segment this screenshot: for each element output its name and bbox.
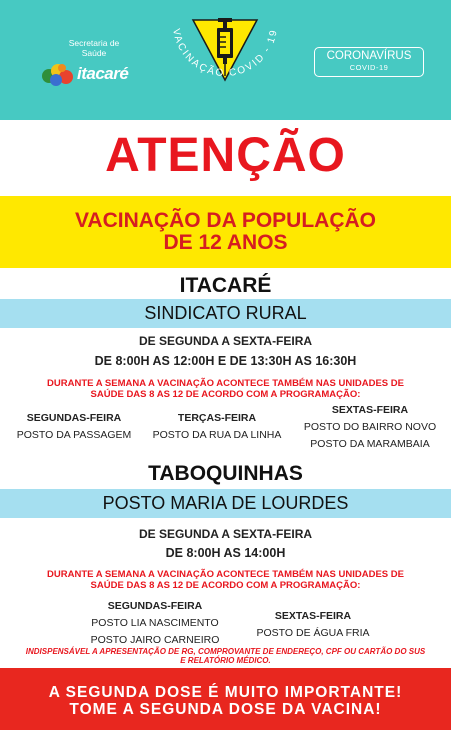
vaccination-emblem — [163, 6, 287, 110]
col-day: SEGUNDAS-FEIRA — [26, 412, 122, 424]
secretaria-label: Secretaria de Saúde — [68, 38, 120, 58]
col-place: POSTO JAIRO CARNEIRO — [90, 634, 220, 646]
town-taboquinhas: TABOQUINHAS — [148, 462, 303, 485]
taboquinhas-col-monday — [80, 598, 230, 649]
col-place: POSTO DA RUA DA LINHA — [152, 429, 282, 441]
col-place: POSTO DA MARAMBAIA — [310, 438, 430, 450]
itacare-col-friday — [294, 402, 446, 453]
col-place: POSTO DA PASSAGEM — [16, 429, 132, 441]
itacare-note-line-2: SAÚDE DAS 8 AS 12 DE ACORDO COM A PROGRAMAÇÃO: — [90, 389, 361, 400]
col-day: TERÇAS-FEIRA — [177, 412, 257, 424]
town-itacare: ITACARÉ — [179, 274, 272, 297]
itacare-days: DE SEGUNDA A SEXTA-FEIRA — [138, 334, 313, 348]
headline: ATENÇÃO — [105, 129, 346, 182]
secretaria-logo — [40, 34, 145, 94]
place-sindicato-rural: SINDICATO RURAL — [0, 299, 451, 328]
itacare-hours: DE 8:00H AS 12:00H E DE 13:30H AS 16:30H — [94, 354, 357, 368]
coronavirus-badge-title: CORONAVÍRUS — [326, 50, 412, 62]
taboquinhas-note-line-2: SAÚDE DAS 8 AS 12 DE ACORDO COM A PROGRAMAÇÃO: — [90, 580, 361, 591]
coronavirus-badge-subtitle: COVID-19 — [349, 63, 389, 72]
footer-line-1: A SEGUNDA DOSE É MUITO IMPORTANTE! — [48, 684, 403, 701]
taboquinhas-hours: DE 8:00H AS 14:00H — [165, 546, 286, 560]
col-day: SEXTAS-FEIRA — [331, 404, 409, 416]
header-band — [0, 0, 451, 120]
itacare-flower-icon — [40, 62, 78, 88]
taboquinhas-days: DE SEGUNDA A SEXTA-FEIRA — [138, 527, 313, 541]
banner-line-1: VACINAÇÃO DA POPULAÇÃO — [74, 209, 376, 232]
col-place: POSTO LIA NASCIMENTO — [91, 617, 219, 629]
col-day: SEXTAS-FEIRA — [274, 610, 352, 622]
col-place: POSTO DE ÁGUA FRIA — [256, 627, 370, 639]
itacare-col-tuesday — [142, 410, 292, 444]
target-banner — [0, 196, 451, 268]
requirement-line-1: INDISPENSÁVEL A APRESENTAÇÃO DE RG, COMPROVANTE DE ENDEREÇO, CPF OU CARTÃO DO SUS — [25, 647, 426, 656]
col-place: POSTO DO BAIRRO NOVO — [303, 421, 437, 433]
itacare-logo-text: itacaré — [77, 64, 129, 83]
col-day: SEGUNDAS-FEIRA — [107, 600, 203, 612]
banner-line-2: DE 12 ANOS — [163, 231, 288, 254]
footer-line-2: TOME A SEGUNDA DOSE DA VACINA! — [69, 701, 382, 718]
footer-band — [0, 668, 451, 730]
place-posto-maria-de-lourdes: POSTO MARIA DE LOURDES — [0, 489, 451, 518]
coronavirus-badge — [314, 47, 424, 77]
emblem-arc-text: VACINAÇÃO COVID - 19 — [170, 27, 280, 80]
taboquinhas-col-friday — [238, 608, 388, 642]
requirement-line-2: E RELATÓRIO MÉDICO. — [180, 656, 271, 665]
taboquinhas-note-line-1: DURANTE A SEMANA A VACINAÇÃO ACONTECE TAMBÉM NAS UNIDADES DE — [47, 569, 404, 580]
itacare-note-line-1: DURANTE A SEMANA A VACINAÇÃO ACONTECE TAMBÉM NAS UNIDADES DE — [47, 378, 404, 389]
itacare-col-monday — [4, 410, 144, 444]
